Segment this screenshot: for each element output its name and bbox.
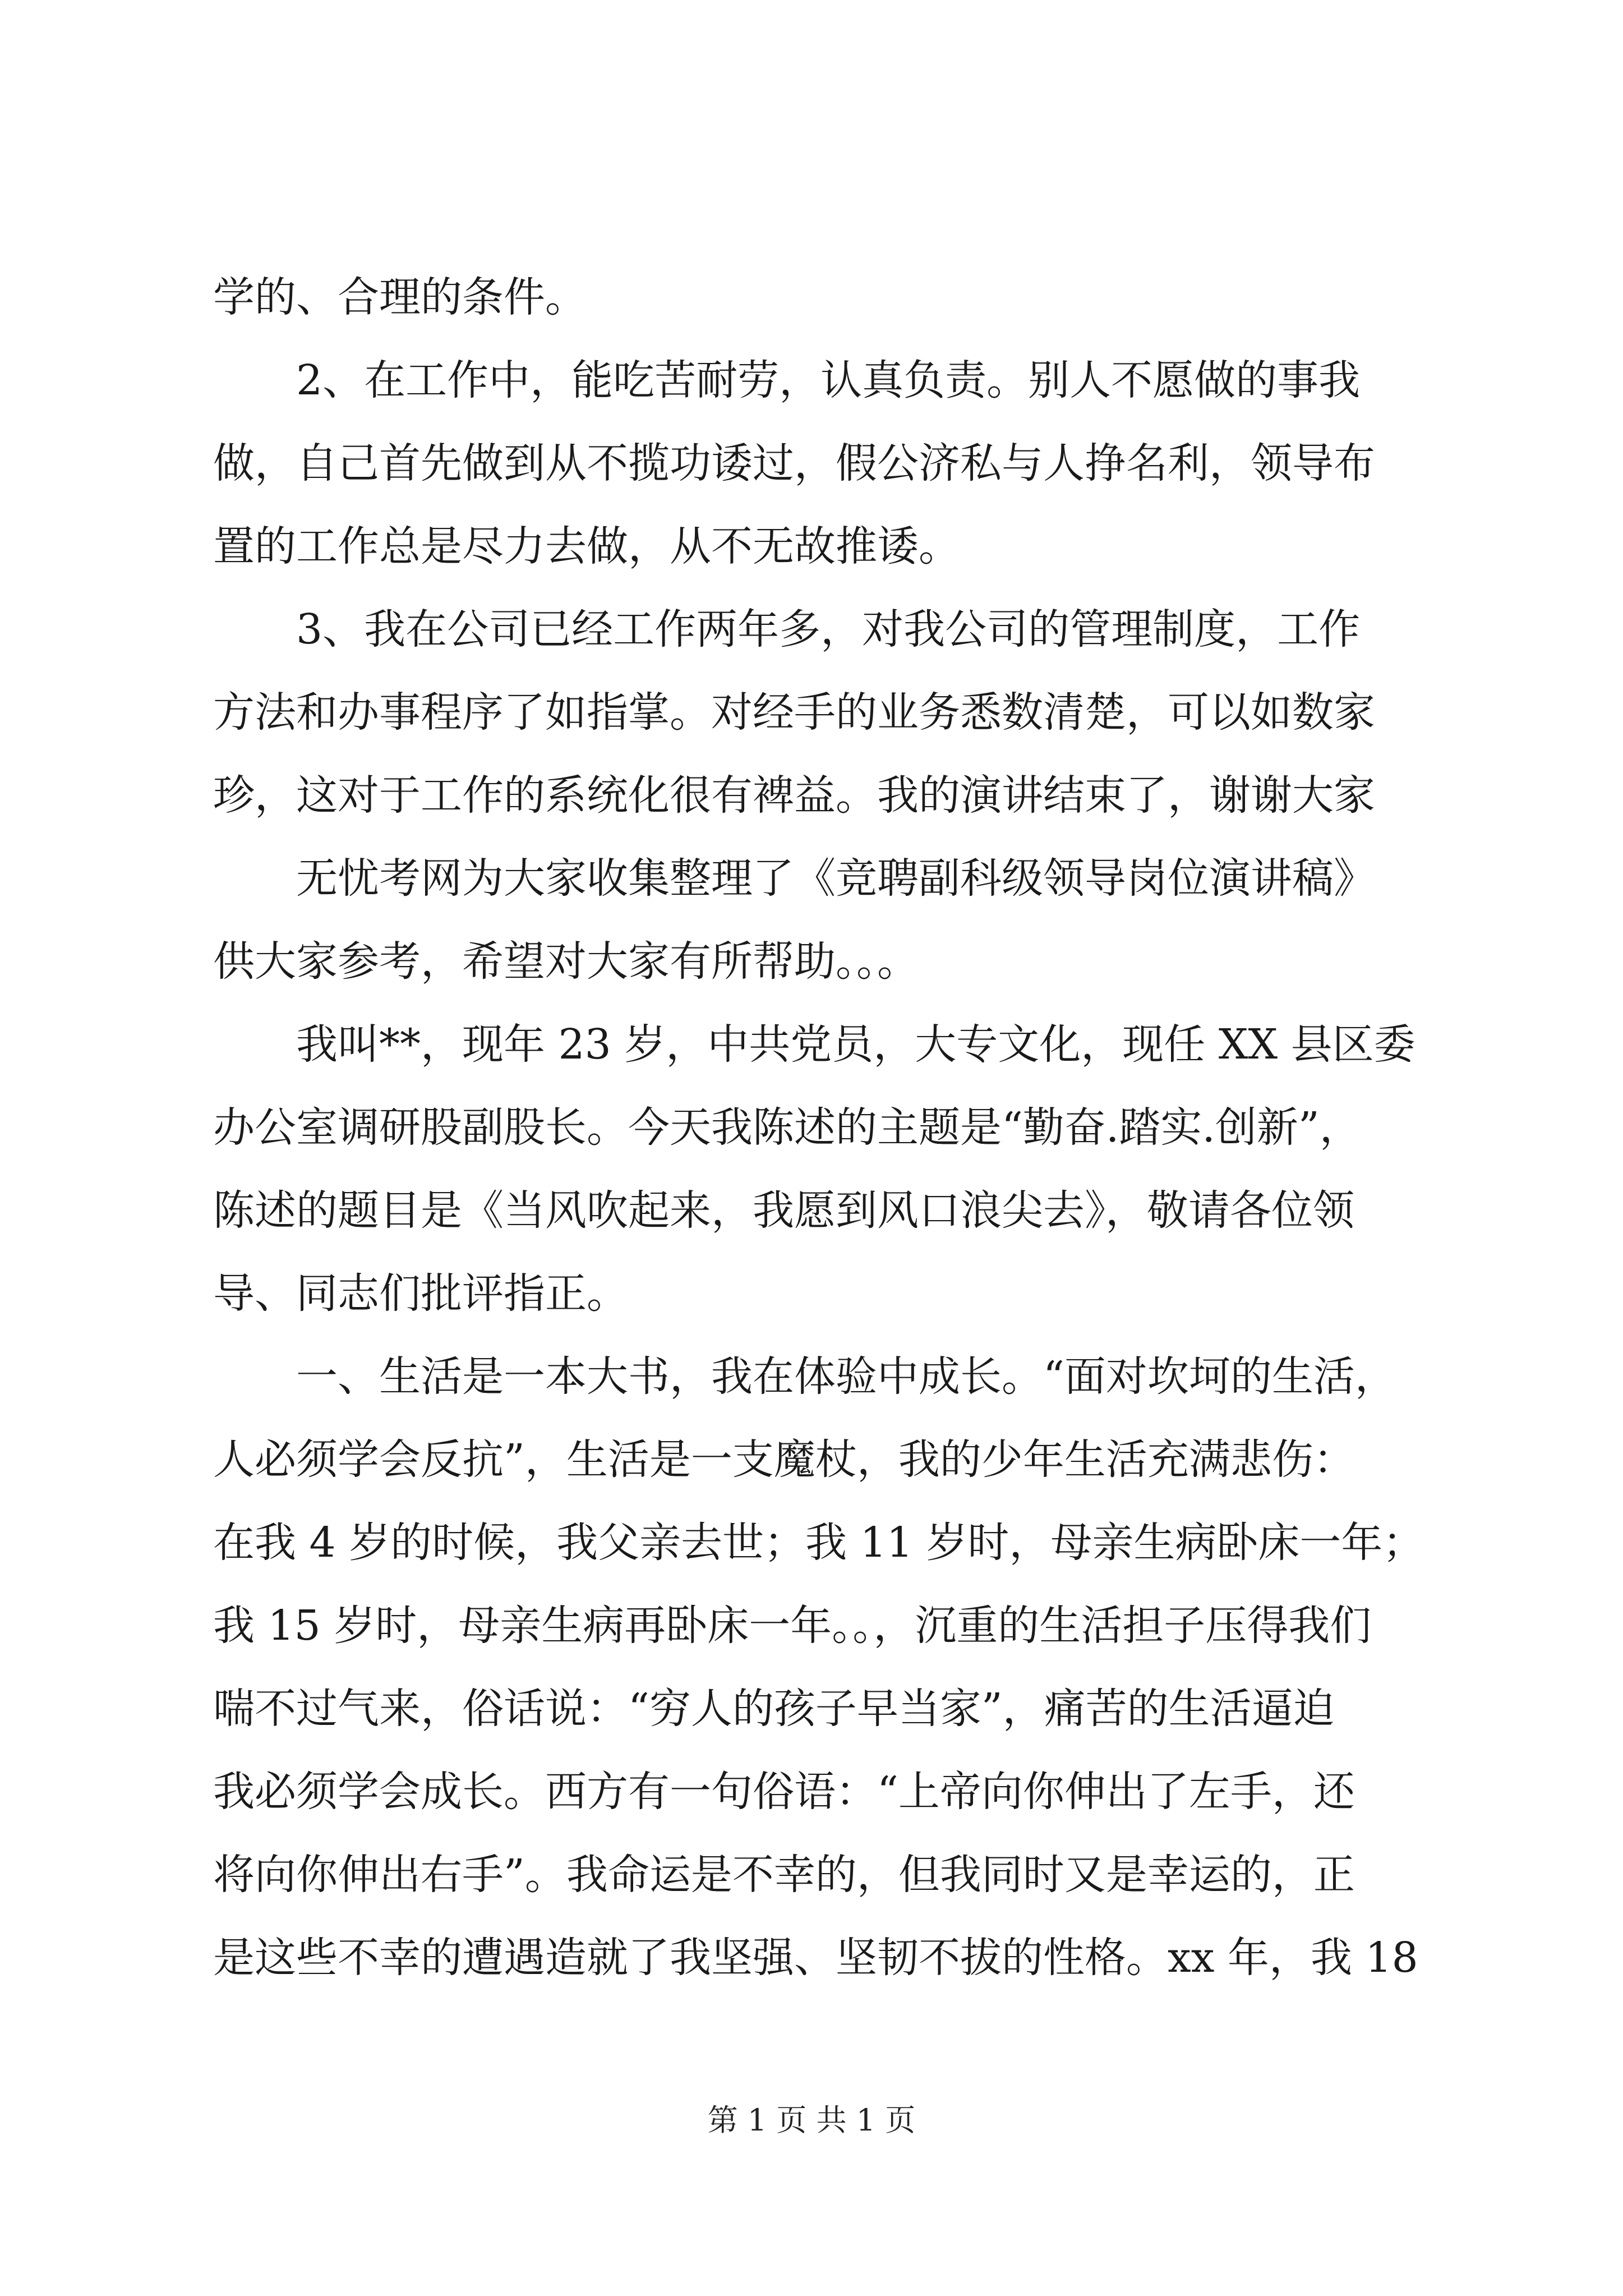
- text-line: 2、在工作中，能吃苦耐劳，认真负责。别人不愿做的事我: [296, 356, 1361, 404]
- text-line: 我叫**，现年 23 岁，中共党员，大专文化，现任 XX 县区委: [296, 1020, 1415, 1069]
- text-line: 导、同志们批评指正。: [213, 1269, 628, 1318]
- text-line: 人必须学会反抗”，生活是一支魔杖，我的少年生活充满悲伤：: [213, 1435, 1355, 1484]
- text-line: 我必须学会成长。西方有一句俗语：“上帝向你伸出了左手，还: [213, 1768, 1355, 1816]
- text-line: 在我 4 岁的时候，我父亲去世；我 11 岁时，母亲生病卧床一年；: [213, 1519, 1424, 1567]
- page-footer: 第 1 页 共 1 页: [707, 2102, 916, 2138]
- text-line: 无忧考网为大家收集整理了《竞聘副科级领导岗位演讲稿》: [296, 854, 1375, 903]
- text-line: 一、生活是一本大书，我在体验中成长。“面对坎坷的生活，: [296, 1352, 1396, 1401]
- text-line: 供大家参考，希望对大家有所帮助。。。: [213, 937, 919, 986]
- text-line: 喘不过气来，俗话说：“穷人的孩子早当家”，痛苦的生活逼迫: [213, 1685, 1335, 1733]
- text-line: 我 15 岁时，母亲生病再卧床一年。。，沉重的生活担子压得我们: [213, 1602, 1372, 1650]
- text-line: 陈述的题目是《当风吹起来，我愿到风口浪尖去》，敬请各位领: [213, 1186, 1354, 1235]
- text-line: 学的、合理的条件。: [213, 273, 587, 321]
- text-line: 方法和办事程序了如指掌。对经手的业务悉数清楚，可以如数家: [213, 688, 1375, 737]
- text-line: 办公室调研股副股长。今天我陈述的主题是“勤奋.踏实.创新”，: [213, 1103, 1361, 1152]
- text-line: 是这些不幸的遭遇造就了我坚强、坚韧不拔的性格。xx 年，我 18: [213, 1934, 1418, 1982]
- text-line: 置的工作总是尽力去做，从不无故推诿。: [213, 522, 960, 570]
- text-line: 将向你伸出右手”。我命运是不幸的，但我同时又是幸运的，正: [213, 1851, 1355, 1899]
- text-line: 3、我在公司已经工作两年多，对我公司的管理制度，工作: [296, 605, 1361, 654]
- text-line: 珍，这对于工作的系统化很有裨益。我的演讲结束了，谢谢大家: [213, 771, 1375, 820]
- text-line: 做，自己首先做到从不揽功诿过，假公济私与人挣名利，领导布: [213, 439, 1375, 487]
